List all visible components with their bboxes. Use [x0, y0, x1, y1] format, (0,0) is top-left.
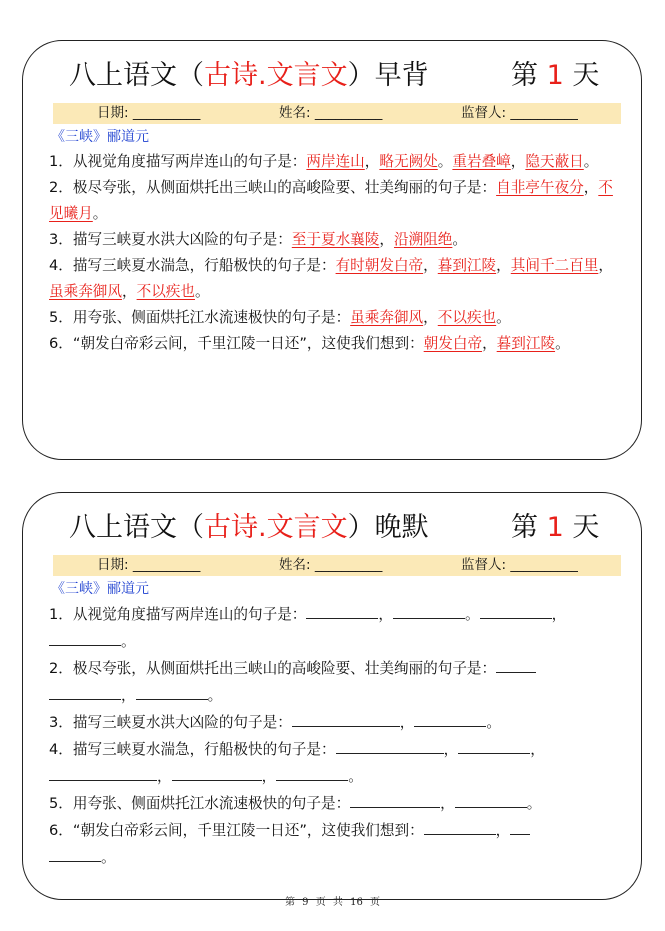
answer: 有时朝发白帝: [335, 257, 424, 274]
question-1: [49, 149, 625, 175]
punctuation: ，: [551, 606, 567, 623]
day-suffix: 天: [572, 512, 600, 543]
answer: 其间千二百里: [510, 257, 599, 274]
punctuation: 。: [526, 795, 542, 812]
punctuation: 。: [465, 606, 480, 623]
question-prompt: 4．描写三峡夏水湍急，行船极快的句子是：: [49, 741, 336, 758]
day-number: 1: [546, 60, 564, 91]
answer: 至于夏水襄陵: [291, 231, 380, 248]
source-title: 《三峡》郦道元: [51, 129, 149, 145]
question-5: [49, 790, 625, 817]
title-prefix: 八上语文（: [69, 512, 204, 543]
punctuation: ，: [495, 822, 511, 839]
question-prompt: 5．用夸张、侧面烘托江水流速极快的句子是：: [49, 795, 351, 812]
day-number: 1: [546, 512, 564, 543]
answer-blank[interactable]: [455, 790, 527, 808]
answer: 暮到江陵: [437, 257, 497, 274]
punctuation: 。: [583, 153, 599, 170]
footer-ye2: 页: [370, 897, 381, 908]
date-field[interactable]: 日期: __________: [97, 105, 201, 121]
answer-blank[interactable]: [49, 844, 101, 862]
question-2: [49, 655, 625, 709]
name-field[interactable]: 姓名: __________: [279, 105, 383, 121]
footer-gong: 共: [332, 897, 343, 908]
page-footer: [0, 893, 665, 908]
punctuation: ，: [443, 741, 459, 758]
morning-recite-card: [22, 40, 642, 460]
punctuation: ，: [482, 335, 497, 352]
answer-blank[interactable]: [424, 817, 496, 835]
question-4: [49, 736, 625, 790]
answer-blank[interactable]: [172, 763, 262, 781]
answer-blank[interactable]: [496, 655, 536, 673]
punctuation: 。: [92, 205, 108, 222]
question-prompt: 6．“朝发白帝彩云间，千里江陵一日还”，这使我们想到：: [49, 335, 424, 352]
title-highlight: 古诗.文言文: [204, 60, 348, 91]
punctuation: ，: [440, 795, 455, 812]
answer-blank[interactable]: [510, 817, 530, 835]
question-prompt: 1．从视觉角度描写两岸连山的句子是：: [49, 606, 307, 623]
title-suffix: ）早背: [347, 60, 429, 91]
day-label: [511, 507, 599, 549]
question-6: [49, 331, 625, 357]
answer: 自非亭午夜分: [496, 179, 584, 196]
answer: 不以疾也: [136, 283, 195, 300]
source-title: 《三峡》郦道元: [51, 581, 149, 597]
name-field[interactable]: 姓名: __________: [279, 557, 383, 573]
answer-blank[interactable]: [458, 736, 530, 754]
page-number: 9: [302, 897, 309, 908]
day-suffix: 天: [572, 60, 600, 91]
punctuation: 。: [437, 153, 453, 170]
answer-blank[interactable]: [276, 763, 348, 781]
question-1: [49, 601, 625, 655]
answer: 不以疾也: [437, 309, 497, 326]
footer-di: 第: [284, 897, 295, 908]
question-5: [49, 305, 625, 331]
answer-blank[interactable]: [49, 682, 121, 700]
title-highlight: 古诗.文言文: [204, 512, 348, 543]
info-bar: [53, 555, 621, 576]
punctuation: ，: [261, 768, 277, 785]
punctuation: ，: [399, 714, 415, 731]
answer: 暮到江陵: [496, 335, 556, 352]
answer-blank[interactable]: [336, 736, 444, 754]
answer: 沿溯阻绝: [393, 231, 453, 248]
date-field[interactable]: 日期: __________: [97, 557, 201, 573]
punctuation: 。: [194, 283, 210, 300]
punctuation: 。: [121, 633, 136, 650]
total-pages: 16: [350, 897, 363, 908]
question-prompt: 2．极尽夸张，从侧面烘托出三峡山的高峻险要、壮美绚丽的句子是：: [49, 660, 497, 677]
question-prompt: 1．从视觉角度描写两岸连山的句子是：: [49, 153, 307, 170]
punctuation: ，: [157, 768, 172, 785]
answer-blank[interactable]: [49, 763, 157, 781]
punctuation: ，: [121, 687, 136, 704]
punctuation: 。: [101, 849, 116, 866]
question-prompt: 3．描写三峡夏水洪大凶险的句子是：: [49, 714, 292, 731]
answer: 朝发白帝: [423, 335, 483, 352]
answer: 不见曦月: [49, 179, 613, 222]
question-3: [49, 709, 625, 736]
answer-blank[interactable]: [136, 682, 208, 700]
supervisor-field[interactable]: 监督人: __________: [461, 105, 578, 121]
punctuation: ，: [378, 606, 393, 623]
info-bar: [53, 103, 621, 124]
answer: 略无阙处: [379, 153, 438, 170]
punctuation: ，: [598, 257, 613, 274]
question-6: [49, 817, 625, 871]
answer-blank[interactable]: [292, 709, 400, 727]
question-prompt: 6．“朝发白帝彩云间，千里江陵一日还”，这使我们想到：: [49, 822, 424, 839]
punctuation: ，: [364, 153, 380, 170]
question-list: [49, 601, 625, 871]
punctuation: ，: [379, 231, 394, 248]
title-suffix: ）晚默: [347, 512, 429, 543]
answer-blank[interactable]: [49, 628, 121, 646]
answer: 重岩叠嶂: [452, 153, 511, 170]
card-title: [23, 507, 641, 549]
punctuation: ，: [510, 153, 526, 170]
answer: 虽乘奔御风: [49, 283, 122, 300]
answer-blank[interactable]: [480, 601, 552, 619]
question-4: [49, 253, 625, 305]
punctuation: ，: [121, 283, 137, 300]
punctuation: 。: [496, 309, 511, 326]
answer-blank[interactable]: [393, 601, 465, 619]
day-label: [511, 55, 599, 97]
answer: 虽乘奔御风: [350, 309, 424, 326]
question-prompt: 2．极尽夸张，从侧面烘托出三峡山的高峻险要、壮美绚丽的句子是：: [49, 179, 497, 196]
punctuation: 。: [452, 231, 467, 248]
punctuation: 。: [207, 687, 223, 704]
card-title-main: [69, 55, 429, 97]
answer: 两岸连山: [306, 153, 365, 170]
answer: 隐天蔽日: [525, 153, 584, 170]
punctuation: ，: [530, 741, 545, 758]
question-prompt: 5．用夸张、侧面烘托江水流速极快的句子是：: [49, 309, 351, 326]
day-prefix: 第: [511, 60, 538, 91]
question-prompt: 4．描写三峡夏水湍急，行船极快的句子是：: [49, 257, 336, 274]
card-title-main: [69, 507, 429, 549]
punctuation: ，: [423, 309, 438, 326]
evening-dictation-card: [22, 492, 642, 900]
title-prefix: 八上语文（: [69, 60, 204, 91]
answer-blank[interactable]: [306, 601, 378, 619]
punctuation: ，: [423, 257, 438, 274]
punctuation: 。: [555, 335, 570, 352]
question-list: [49, 149, 625, 357]
answer-blank[interactable]: [414, 709, 486, 727]
punctuation: 。: [486, 714, 502, 731]
punctuation: 。: [348, 768, 363, 785]
supervisor-field[interactable]: 监督人: __________: [461, 557, 578, 573]
question-3: [49, 227, 625, 253]
footer-ye: 页: [315, 897, 326, 908]
day-prefix: 第: [511, 512, 538, 543]
punctuation: ，: [583, 179, 599, 196]
punctuation: ，: [496, 257, 511, 274]
card-title: [23, 55, 641, 97]
answer-blank[interactable]: [350, 790, 440, 808]
question-prompt: 3．描写三峡夏水洪大凶险的句子是：: [49, 231, 292, 248]
question-2: [49, 175, 625, 227]
